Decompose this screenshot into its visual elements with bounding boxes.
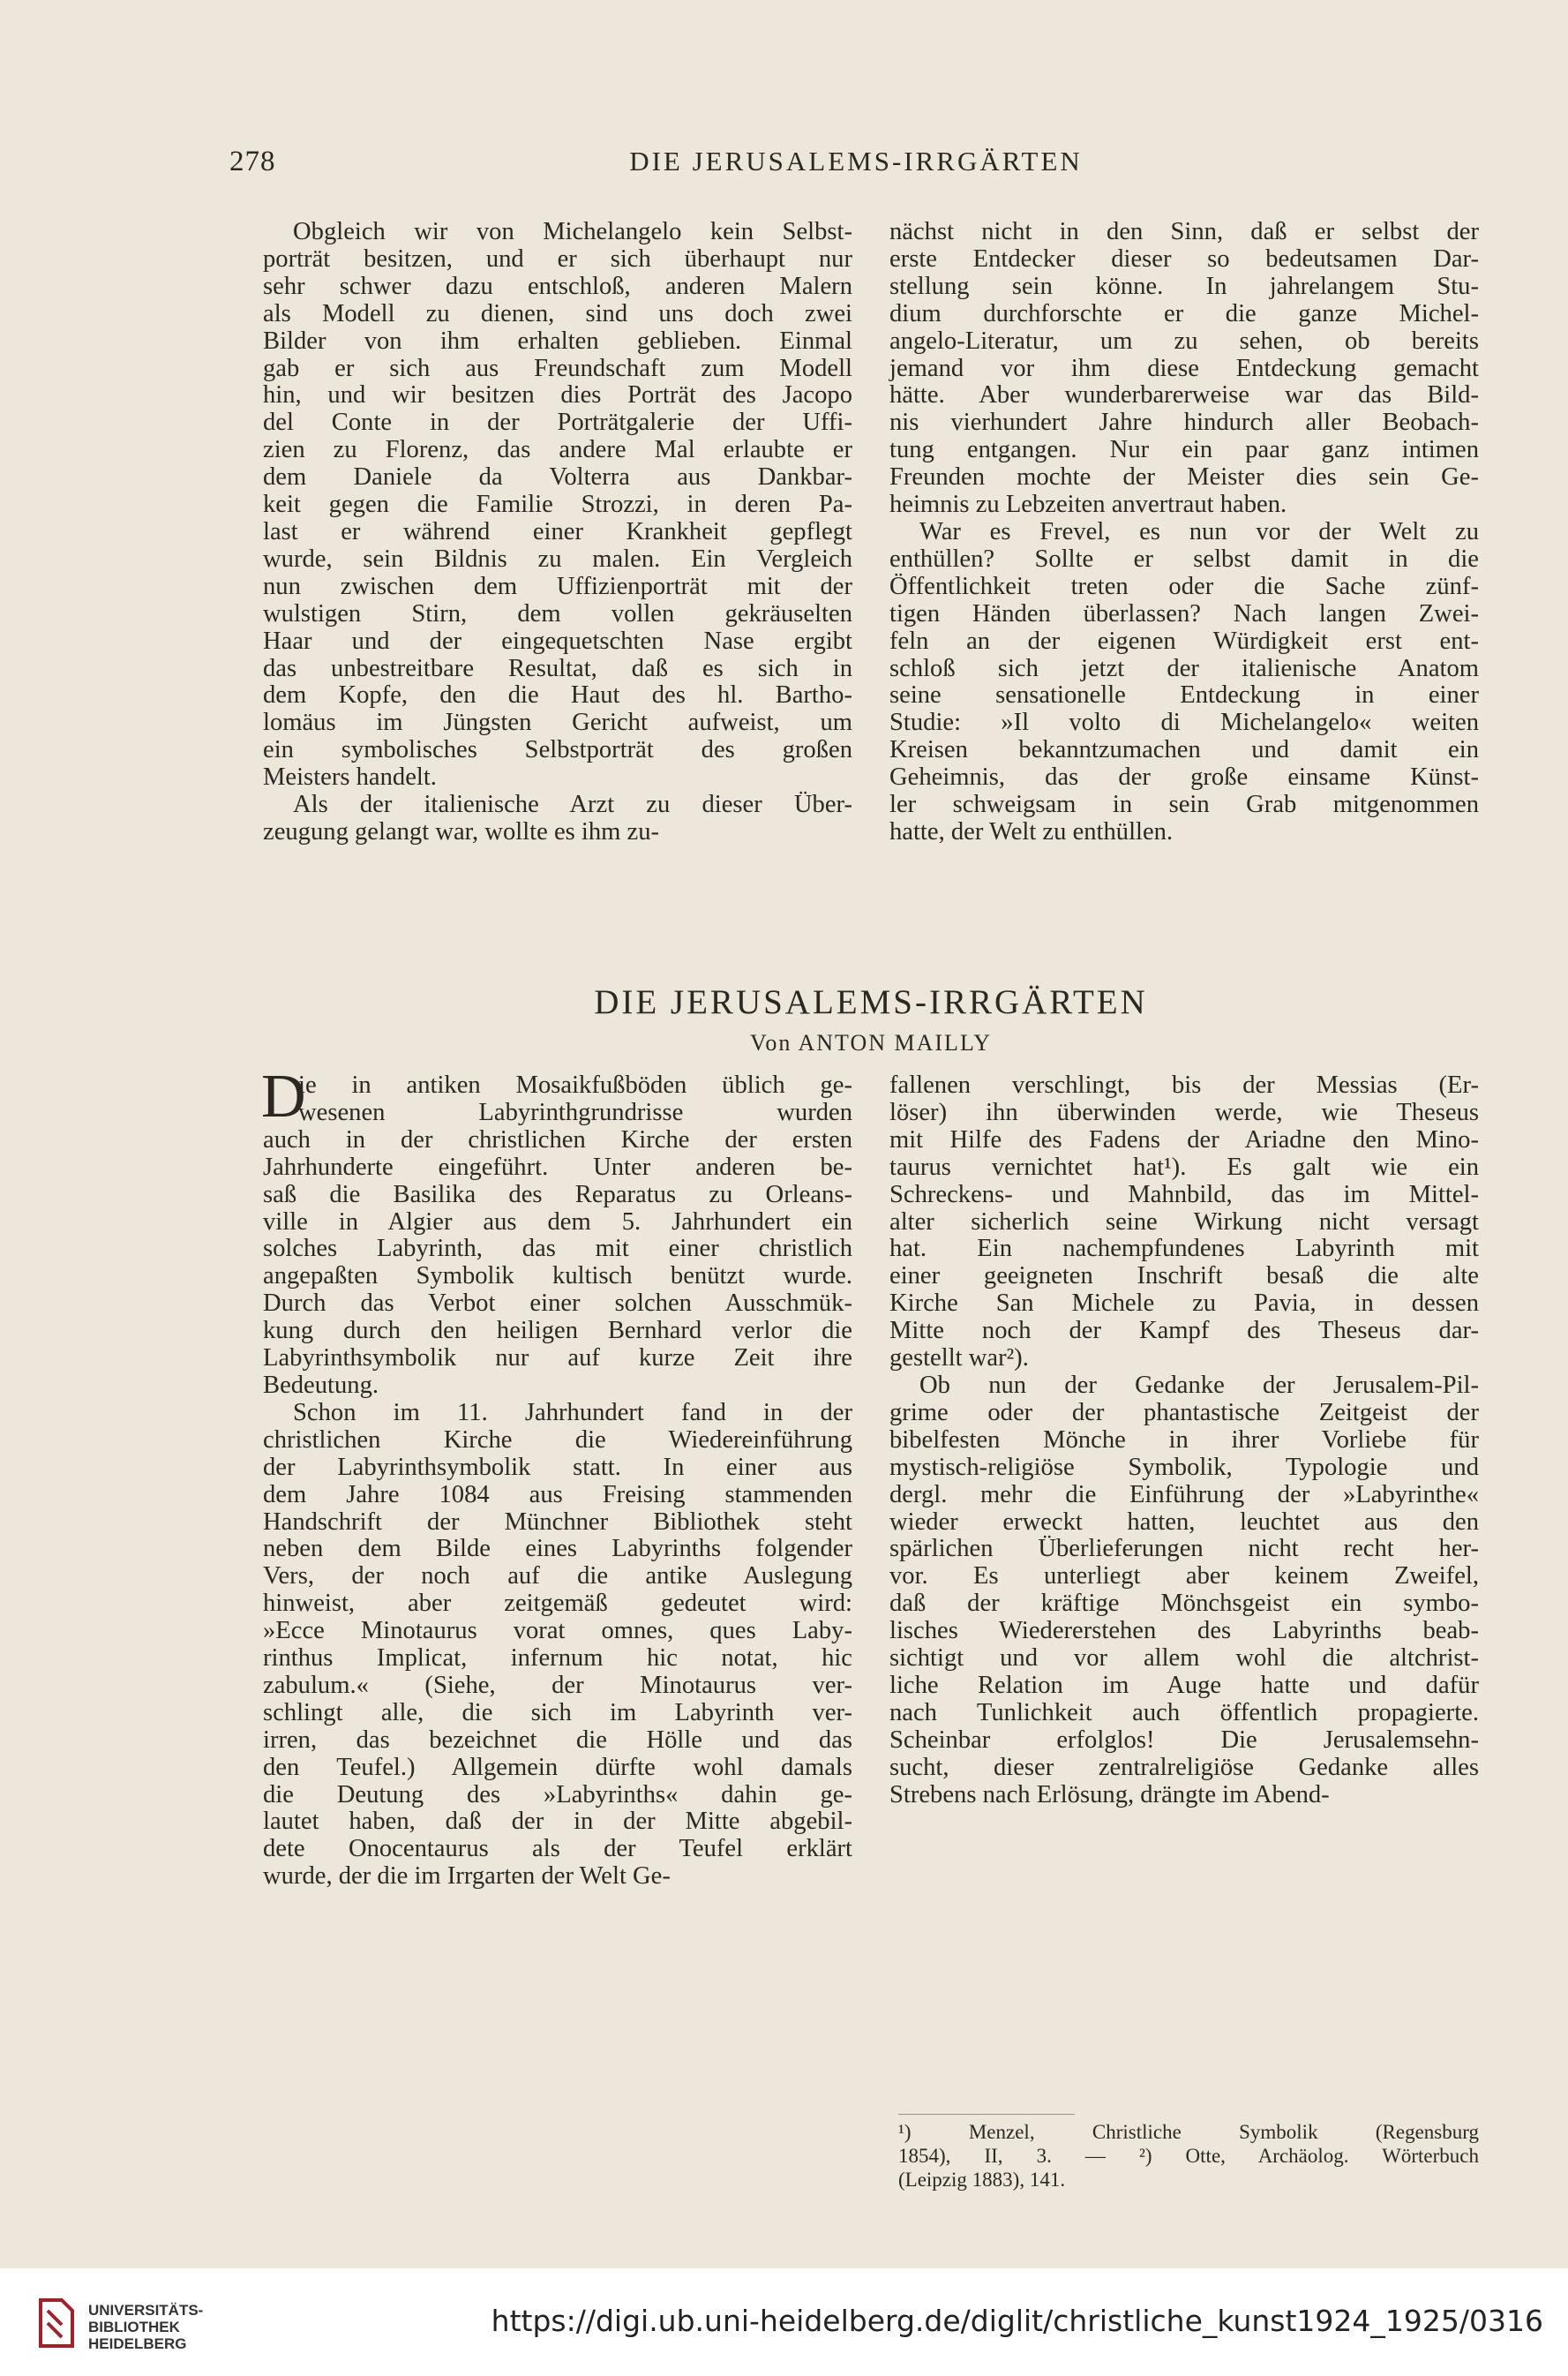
text-line: Schon im 11. Jahrhundert fand in der bbox=[293, 1398, 852, 1426]
text-line: fallenen verschlingt, bis der Messias (Er- bbox=[889, 1071, 1479, 1099]
text-line: lomäus im Jüngsten Gericht aufweist, um bbox=[263, 709, 852, 737]
text-line: solches Labyrinth, das mit einer christlich bbox=[263, 1235, 852, 1263]
text-line: mit Hilfe des Fadens der Ariadne den Mino- bbox=[889, 1125, 1479, 1154]
text-line: wesenen Labyrinthgrundrisse wurden bbox=[298, 1098, 852, 1126]
text-line: als Modell zu dienen, sind uns doch zwei bbox=[263, 299, 852, 327]
text-line: del Conte in der Porträtgalerie der Uffi- bbox=[263, 409, 852, 437]
library-logo-icon bbox=[35, 2297, 78, 2350]
text-line: schlingt alle, die sich im Labyrinth ver- bbox=[263, 1698, 852, 1726]
article-byline: Von ANTON MAILLY bbox=[750, 1030, 992, 1056]
text-line: Labyrinthsymbolik nur auf kurze Zeit ihre bbox=[263, 1344, 852, 1372]
permalink-url[interactable]: https://digi.ub.uni-heidelberg.de/diglit/christliche_kunst1924_1925/0316 bbox=[491, 2304, 1543, 2338]
text-line: spärlichen Überlieferungen nicht recht her- bbox=[889, 1535, 1479, 1563]
text-line: lisches Wiedererstehen des Labyrinths beab- bbox=[889, 1617, 1479, 1645]
text-line: Obgleich wir von Michelangelo kein Selbst- bbox=[293, 218, 852, 245]
text-line: nis vierhundert Jahre hindurch aller Beobach- bbox=[889, 409, 1479, 437]
text-line: der Labyrinthsymbolik statt. In einer aus bbox=[263, 1453, 852, 1481]
text-line: zeugung gelangt war, wollte es ihm zu- bbox=[263, 817, 660, 846]
text-line: Öffentlichkeit treten oder die Sache zünf- bbox=[889, 572, 1479, 600]
text-line: mystisch-religiöse Symbolik, Typologie und bbox=[889, 1453, 1479, 1481]
text-line: dergl. mehr die Einführung der »Labyrinthe« bbox=[889, 1480, 1479, 1508]
text-line: Handschrift der Münchner Bibliothek steht bbox=[263, 1508, 852, 1536]
text-line: taurus vernichtet hat¹). Es galt wie ein bbox=[889, 1153, 1479, 1181]
text-line: Ob nun der Gedanke der Jerusalem-Pil- bbox=[919, 1371, 1479, 1399]
text-line: 1854), II, 3. — ²) Otte, Archäolog. Wörterbuch bbox=[898, 2145, 1479, 2167]
text-line: Bedeutung. bbox=[263, 1371, 379, 1399]
text-line: nach Tunlichkeit auch öffentlich propagierte. bbox=[889, 1698, 1479, 1726]
footnotes bbox=[898, 2120, 1479, 2192]
text-line: einer geeigneten Inschrift besaß die alte bbox=[889, 1262, 1479, 1290]
text-line: wulstigen Stirn, dem vollen gekräuselten bbox=[263, 599, 852, 628]
text-line: ¹) Menzel, Christliche Symbolik (Regensburg bbox=[898, 2121, 1479, 2143]
text-line: hin, und wir besitzen dies Porträt des Jacopo bbox=[263, 381, 852, 410]
text-line: last er während einer Krankheit gepflegt bbox=[263, 517, 852, 545]
text-line: dete Onocentaurus als der Teufel erklärt bbox=[263, 1835, 852, 1863]
text-line: Jahrhunderte eingeführt. Unter anderen be- bbox=[263, 1153, 852, 1181]
text-line: die Deutung des »Labyrinths« dahin ge- bbox=[263, 1780, 852, 1808]
text-line: löser) ihn überwinden werde, wie Theseus bbox=[889, 1098, 1479, 1126]
text-line: liche Relation im Auge hatte und dafür bbox=[889, 1671, 1479, 1699]
text-line: Strebens nach Erlösung, drängte im Abend- bbox=[889, 1780, 1330, 1808]
text-line: Mitte noch der Kampf des Theseus dar- bbox=[889, 1317, 1479, 1345]
text-line: Meisters handelt. bbox=[263, 763, 437, 792]
text-line: stellung sein könne. In jahrelangem Stu- bbox=[889, 272, 1479, 300]
text-line: Scheinbar erfolglos! Die Jerusalemsehn- bbox=[889, 1726, 1479, 1754]
text-line: Freunden mochte der Meister dies sein Ge- bbox=[889, 463, 1479, 492]
text-line: tung entgangen. Nur ein paar ganz intimen bbox=[889, 436, 1479, 464]
text-line: gestellt war²). bbox=[889, 1344, 1029, 1372]
text-line: irren, das bezeichnet die Hölle und das bbox=[263, 1726, 852, 1754]
text-line: alter sicherlich seine Wirkung nicht versagt bbox=[889, 1207, 1479, 1236]
text-line: wurde, sein Bildnis zu malen. Ein Vergleich bbox=[263, 545, 852, 573]
text-line: Kreisen bekanntzumachen und damit ein bbox=[889, 736, 1479, 764]
text-line: Geheimnis, das der große einsame Künst- bbox=[889, 763, 1479, 792]
text-line: gab er sich aus Freundschaft zum Modell bbox=[263, 354, 852, 382]
text-line: ville in Algier aus dem 5. Jahrhundert ein bbox=[263, 1207, 852, 1236]
text-line: kung durch den heiligen Bernhard verlor die bbox=[263, 1317, 852, 1345]
text-line: sucht, dieser zentralreligiöse Gedanke alles bbox=[889, 1753, 1479, 1781]
prev-article-left-column bbox=[263, 219, 852, 846]
text-line: ie in antiken Mosaikfußböden üblich ge- bbox=[298, 1071, 852, 1099]
text-line: angepaßten Symbolik kultisch benützt wurde. bbox=[263, 1262, 852, 1290]
text-line: »Ecce Minotaurus vorat omnes, ques Laby- bbox=[263, 1617, 852, 1645]
text-line: den Teufel.) Allgemein dürfte wohl damals bbox=[263, 1753, 852, 1781]
text-line: dium durchforschte er die ganze Michel- bbox=[889, 299, 1479, 327]
text-line: dem Daniele da Volterra aus Dankbar- bbox=[263, 463, 852, 492]
article-title: DIE JERUSALEMS-IRRGÄRTEN bbox=[594, 983, 1148, 1021]
text-line: daß der kräftige Mönchsgeist ein symbo- bbox=[889, 1590, 1479, 1618]
text-line: zabulum.« (Siehe, der Minotaurus ver- bbox=[263, 1671, 852, 1699]
dropcap: D bbox=[261, 1063, 306, 1131]
text-line: sichtigt und vor allem wohl die altchrist- bbox=[889, 1644, 1479, 1673]
text-line: nächst nicht in den Sinn, daß er selbst der bbox=[889, 218, 1479, 245]
text-line: Studie: »Il volto di Michelangelo« weiten bbox=[889, 709, 1479, 737]
text-line: Durch das Verbot einer solchen Ausschmük- bbox=[263, 1290, 852, 1318]
text-line: ler schweigsam in sein Grab mitgenommen bbox=[889, 791, 1479, 819]
library-name-line: HEIDELBERG bbox=[88, 2335, 187, 2352]
viewer-footer bbox=[0, 2268, 1568, 2376]
text-line: Als der italienische Arzt zu dieser Über- bbox=[293, 791, 852, 819]
text-line: lautet haben, daß der in der Mitte abgebil- bbox=[263, 1808, 852, 1836]
running-title: DIE JERUSALEMS-IRRGÄRTEN bbox=[629, 146, 1083, 177]
text-line: rinthus Implicat, infernum hic notat, hic bbox=[263, 1644, 852, 1673]
text-line: auch in der christlichen Kirche der ersten bbox=[263, 1125, 852, 1154]
text-line: hinweist, aber zeitgemäß gedeutet wird: bbox=[263, 1590, 852, 1618]
text-line: War es Frevel, es nun vor der Welt zu bbox=[919, 517, 1479, 545]
text-line: christlichen Kirche die Wiedereinführung bbox=[263, 1425, 852, 1454]
text-line: neben dem Bilde eines Labyrinths folgender bbox=[263, 1535, 852, 1563]
text-line: wurde, der die im Irrgarten der Welt Ge- bbox=[263, 1862, 671, 1891]
text-line: wieder erweckt hatten, leuchtet aus den bbox=[889, 1508, 1479, 1536]
text-line: saß die Basilika des Reparatus zu Orleans- bbox=[263, 1180, 852, 1208]
text-line: grime oder der phantastische Zeitgeist der bbox=[889, 1398, 1479, 1426]
text-line: angelo-Literatur, um zu sehen, ob bereits bbox=[889, 327, 1479, 355]
text-line: zien zu Florenz, das andere Mal erlaubte er bbox=[263, 436, 852, 464]
prev-article-right-column bbox=[889, 219, 1479, 846]
text-line: erste Entdecker dieser so bedeutsamen Dar- bbox=[889, 244, 1479, 273]
text-line: nun zwischen dem Uffizienporträt mit der bbox=[263, 572, 852, 600]
text-line: das unbestreitbare Resultat, daß es sich in bbox=[263, 654, 852, 682]
text-line: seine sensationelle Entdeckung in einer bbox=[889, 681, 1479, 710]
text-line: feln an der eigenen Würdigkeit erst ent- bbox=[889, 627, 1479, 655]
text-line: Kirche San Michele zu Pavia, in dessen bbox=[889, 1290, 1479, 1318]
text-line: hatte, der Welt zu enthüllen. bbox=[889, 817, 1174, 846]
text-line: jemand vor ihm diese Entdeckung gemacht bbox=[889, 354, 1479, 382]
footnote-rule bbox=[898, 2114, 1075, 2115]
text-line: (Leipzig 1883), 141. bbox=[898, 2169, 1066, 2191]
text-line: hätte. Aber wunderbarerweise war das Bild- bbox=[889, 381, 1479, 410]
text-line: ein symbolisches Selbstporträt des großen bbox=[263, 736, 852, 764]
text-line: tigen Händen überlassen? Nach langen Zwei- bbox=[889, 599, 1479, 628]
text-line: enthüllen? Sollte er selbst damit in die bbox=[889, 545, 1479, 573]
text-line: porträt besitzen, und er sich überhaupt nur bbox=[263, 244, 852, 273]
text-line: schloß sich jetzt der italienische Anatom bbox=[889, 654, 1479, 682]
text-line: Schreckens- und Mahnbild, das im Mittel- bbox=[889, 1180, 1479, 1208]
text-line: hat. Ein nachempfundenes Labyrinth mit bbox=[889, 1235, 1479, 1263]
text-line: dem Kopfe, den die Haut des hl. Bartho- bbox=[263, 681, 852, 710]
article-right-column bbox=[889, 1072, 1479, 1808]
text-line: keit gegen die Familie Strozzi, in deren Pa- bbox=[263, 491, 852, 519]
text-line: bibelfesten Mönche in ihrer Vorliebe für bbox=[889, 1425, 1479, 1454]
text-line: dem Jahre 1084 aus Freising stammenden bbox=[263, 1480, 852, 1508]
text-line: heimnis zu Lebzeiten anvertraut haben. bbox=[889, 491, 1287, 519]
text-line: sehr schwer dazu entschloß, anderen Malern bbox=[263, 272, 852, 300]
article-left-column bbox=[261, 1063, 852, 1891]
text-line: Haar und der eingequetschten Nase ergibt bbox=[263, 627, 852, 655]
text-line: Bilder von ihm erhalten geblieben. Einmal bbox=[263, 327, 852, 355]
text-line: Vers, der noch auf die antike Auslegung bbox=[263, 1562, 852, 1590]
page-header bbox=[229, 146, 1482, 190]
text-line: vor. Es unterliegt aber keinem Zweifel, bbox=[889, 1562, 1479, 1590]
library-name-line: BIBLIOTHEK bbox=[88, 2319, 180, 2335]
library-name-line: UNIVERSITÄTS- bbox=[88, 2302, 204, 2319]
library-name bbox=[88, 2302, 203, 2352]
page-number: 278 bbox=[229, 146, 276, 177]
